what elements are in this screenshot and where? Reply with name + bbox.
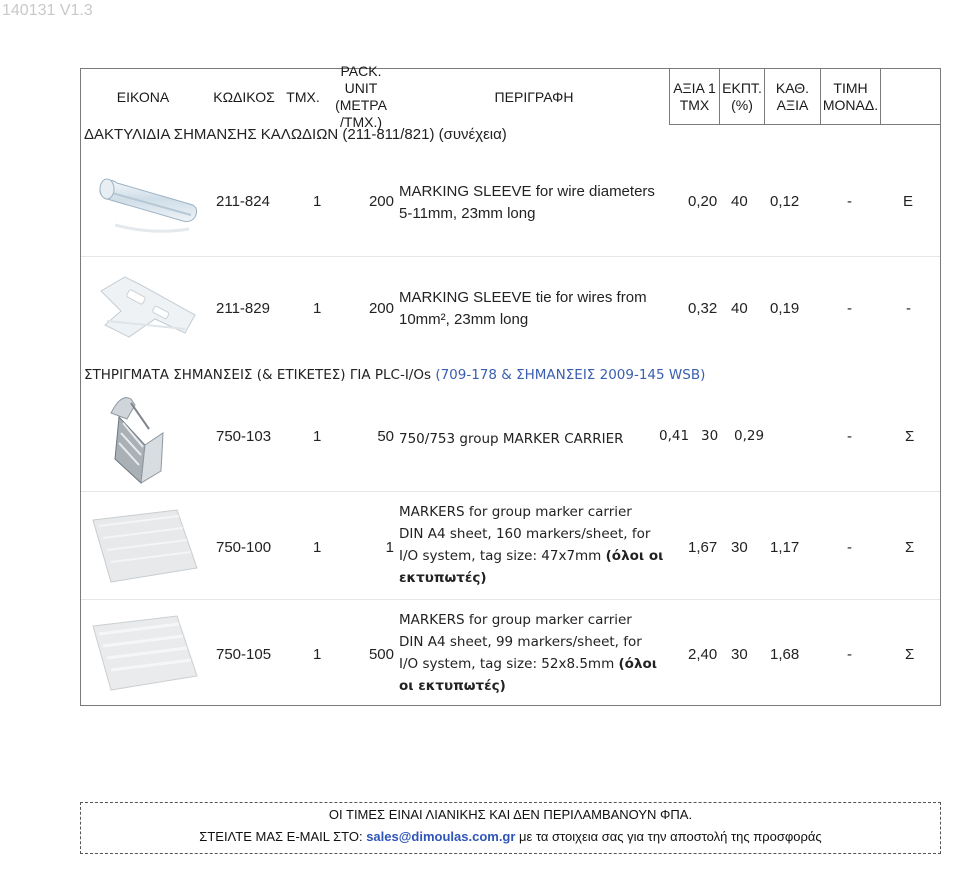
header-description: ΠΕΡΙΓΡΑΦΗ (494, 88, 574, 105)
category-code: Σ (905, 646, 915, 663)
product-code: 750-100 (216, 539, 272, 556)
section-title-wire-marking: ΔΑΚΤΥΛΙΔΙΑ ΣΗΜΑΝΣΗΣ ΚΑΛΩΔΙΩΝ (211-811/821) (συνέχεια) (84, 126, 507, 143)
product-code: 750-105 (216, 646, 272, 663)
net-value: 1,17 (770, 539, 800, 556)
product-code: 211-824 (216, 193, 270, 210)
unit-price: - (847, 646, 852, 663)
pcs-value: 1 (313, 300, 322, 317)
table-row (81, 256, 940, 364)
marker-sheet-image (89, 612, 201, 694)
unit-price: - (847, 300, 852, 317)
header-empty-cell (880, 69, 940, 125)
header-image: ΕΙΚΟΝΑ (116, 88, 170, 105)
category-code: Ε (903, 193, 914, 210)
version-label: 140131 V1.3 (2, 2, 93, 19)
price-notice: ΟΙ ΤΙΜΕΣ ΕΙΝΑΙ ΛΙΑΝΙΚΗΣ ΚΑΙ ΔΕΝ ΠΕΡΙΛΑΜΒΑΝΟΥΝ ΦΠΑ. (328, 807, 693, 822)
contact-prefix: ΣΤΕΙΛΤΕ ΜΑΣ E-MAIL ΣΤΟ: (199, 829, 367, 844)
net-value: 0,29 (734, 428, 765, 444)
marker-carrier-image (101, 389, 191, 489)
pcs-value: 1 (313, 193, 322, 210)
pcs-value: 1 (313, 428, 322, 445)
table-row (81, 491, 940, 600)
description: MARKERS for group marker carrier DIN A4 sheet, 99 markers/sheet, for I/O system, tag size: 52x8.5mm (όλοι οι εκτυπωτές) (399, 612, 658, 694)
value-per-piece: 0,41 (659, 428, 690, 444)
pcs-value: 1 (313, 539, 322, 556)
header-unit-price: ΤΙΜΗ ΜΟΝΑΔ. (820, 69, 880, 125)
net-value: 0,19 (770, 300, 800, 317)
marker-sheet-image (89, 506, 201, 586)
value-per-piece: 0,20 (688, 193, 718, 210)
pack-unit-value: 50 (377, 428, 394, 445)
table-row (81, 387, 940, 491)
category-code: Σ (905, 539, 915, 556)
discount-percent: 30 (701, 428, 719, 444)
footer-notice (80, 802, 941, 854)
value-per-piece: 1,67 (688, 539, 718, 556)
unit-price: - (847, 193, 852, 210)
header-pack-unit: PACK. UNIT (ΜΕΤΡΑ /ΤΜΧ.) (335, 63, 387, 130)
product-code: 211-829 (216, 300, 270, 317)
value-per-piece: 2,40 (688, 646, 718, 663)
table-row (81, 149, 940, 256)
description: MARKING SLEEVE for wire diameters 5-11mm, 23mm long (399, 183, 655, 222)
header-pcs: ΤΜΧ. (286, 88, 320, 105)
unit-price: - (847, 428, 852, 445)
description: MARKING SLEEVE tie for wires from 10mm², 23mm long (399, 289, 647, 328)
pcs-value: 1 (313, 646, 322, 663)
email-link[interactable]: sales@dimoulas.com.gr (366, 829, 516, 844)
marking-sleeve-tube-image (93, 169, 203, 241)
header-value: ΑΞΙΑ 1 ΤΜΧ (669, 69, 719, 125)
net-value: 0,12 (770, 193, 800, 210)
marking-sleeve-tie-image (95, 271, 205, 351)
table-header (81, 63, 940, 130)
header-net-value: ΚΑΘ. ΑΞΙΑ (764, 69, 820, 125)
price-list-table (80, 63, 941, 706)
description: 750/753 group MARKER CARRIER (399, 431, 624, 447)
product-code: 750-103 (216, 428, 272, 445)
discount-percent: 40 (731, 300, 748, 317)
pack-unit-value: 200 (368, 300, 394, 317)
section-title-plc-markers: ΣΤΗΡΙΓΜΑΤΑ ΣΗΜΑΝΣΕΙΣ (& ΕΤΙΚΕΤΕΣ) ΓΙΑ PLC-I/Os (709-178 & ΣΗΜΑΝΣΕΙΣ 2009-145 WSB) (84, 367, 706, 383)
pack-unit-value: 500 (368, 646, 394, 663)
discount-percent: 30 (731, 539, 748, 556)
header-discount: ΕΚΠΤ. (%) (719, 69, 764, 125)
pack-unit-value: 1 (385, 539, 394, 556)
unit-price: - (847, 539, 852, 556)
table-row (81, 599, 940, 706)
contact-line (81, 829, 940, 844)
category-code: - (906, 300, 911, 317)
discount-percent: 30 (731, 646, 748, 663)
discount-percent: 40 (731, 193, 748, 210)
contact-suffix: με τα στοιχεια σας για την αποστολή της προσφοράς (515, 829, 822, 844)
description: MARKERS for group marker carrier DIN A4 sheet, 160 markers/sheet, for I/O system, tag size: 47x7mm (όλοι οι εκτυπωτές) (399, 504, 664, 586)
pack-unit-value: 200 (368, 193, 394, 210)
header-code: ΚΩΔΙΚΟΣ (213, 88, 275, 105)
value-per-piece: 0,32 (688, 300, 718, 317)
net-value: 1,68 (770, 646, 800, 663)
category-code: Σ (905, 428, 915, 445)
